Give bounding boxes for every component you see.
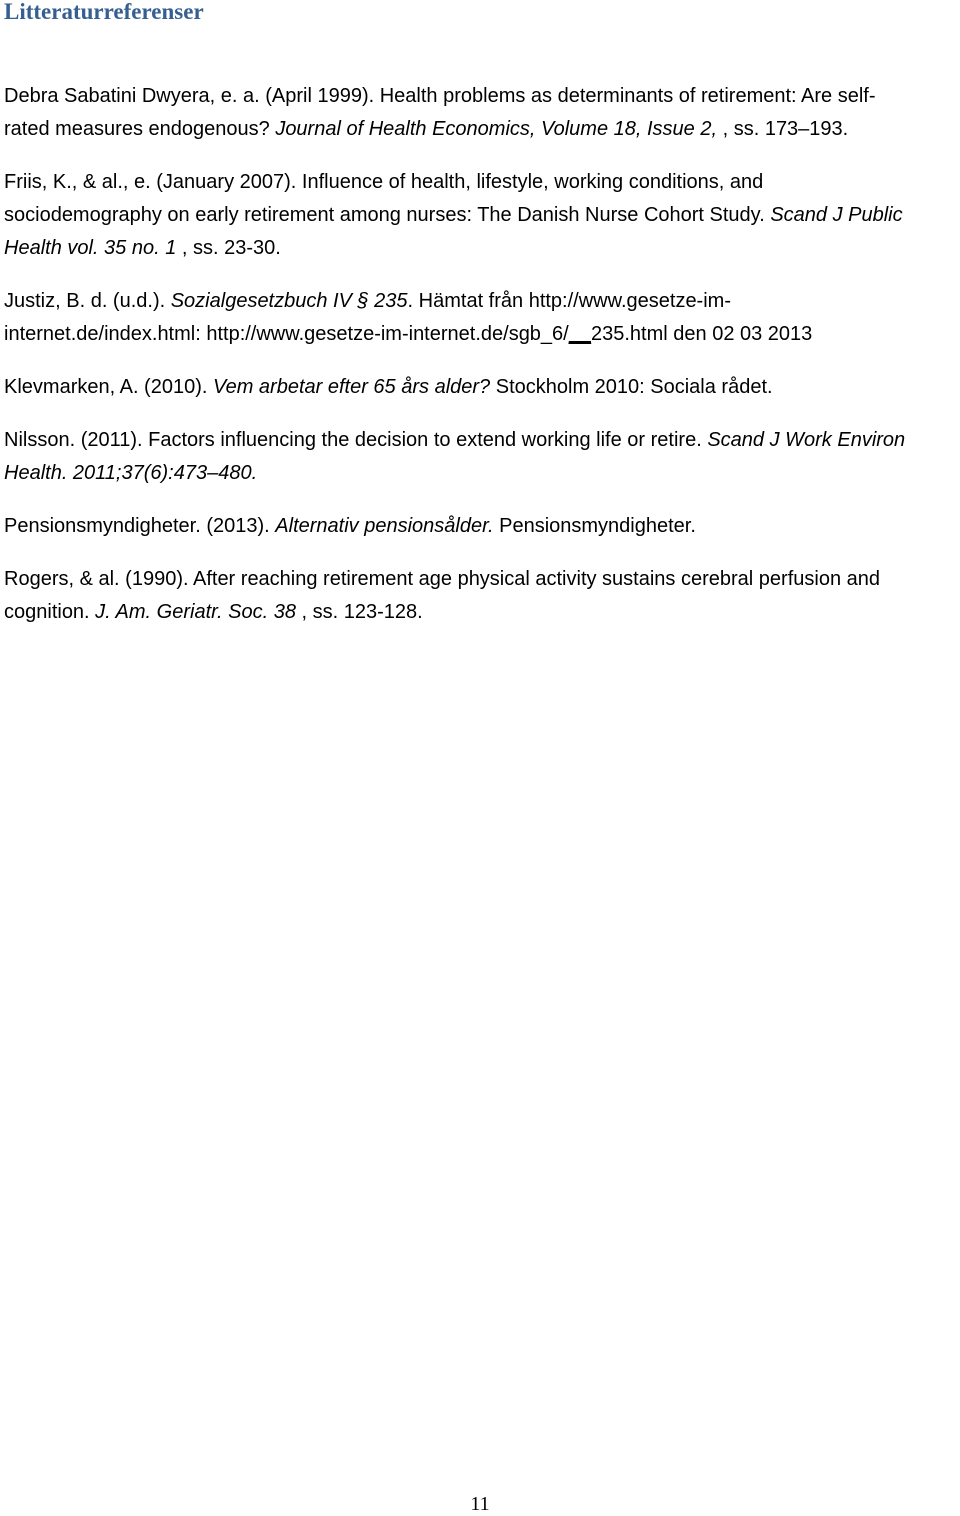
reference-line xyxy=(4,457,960,490)
reference-text-segment: Stockholm 2010: Sociala rådet. xyxy=(490,376,773,398)
reference-line xyxy=(4,318,960,351)
reference-italic-segment: J. Am. Geriatr. Soc. 38 xyxy=(95,601,296,623)
reference-entry xyxy=(4,285,960,351)
reference-entry xyxy=(4,510,960,543)
reference-line xyxy=(4,371,960,404)
reference-line xyxy=(4,113,960,146)
reference-text-segment: internet.de/index.html: http://www.gesetze-im-internet.de/sgb_6/ xyxy=(4,323,569,345)
reference-text-segment: , ss. 173–193. xyxy=(717,118,849,140)
reference-text-segment: Debra Sabatini Dwyera, e. a. (April 1999). Health problems as determinants of retirement: Are self- xyxy=(4,85,876,107)
reference-line xyxy=(4,285,960,318)
reference-italic-segment: Vem arbetar efter 65 års alder? xyxy=(212,376,491,398)
reference-text-segment: . Hämtat från http://www.gesetze-im- xyxy=(407,290,731,312)
reference-line xyxy=(4,199,960,232)
reference-line xyxy=(4,232,960,265)
reference-italic-segment: Sozialgesetzbuch IV § 235 xyxy=(170,290,408,312)
reference-italic-segment: Journal of Health Economics, Volume 18, Issue 2, xyxy=(275,118,718,140)
reference-text-segment: 235.html den 02 03 2013 xyxy=(591,323,813,345)
reference-line xyxy=(4,596,960,629)
reference-entry xyxy=(4,424,960,490)
reference-entry xyxy=(4,563,960,629)
reference-text-segment: Rogers, & al. (1990). After reaching retirement age physical activity sustains cerebral perfusion and xyxy=(4,568,880,590)
reference-line xyxy=(4,563,960,596)
reference-text-segment: , ss. 123-128. xyxy=(295,601,423,623)
reference-entry xyxy=(4,80,960,146)
reference-line xyxy=(4,424,960,457)
reference-italic-segment: Health. 2011;37(6):473–480. xyxy=(4,462,258,484)
reference-line xyxy=(4,510,960,543)
reference-italic-segment: Scand J Public xyxy=(770,204,903,226)
reference-text-segment: Justiz, B. d. (u.d.). xyxy=(4,290,171,312)
reference-text-segment: Klevmarken, A. (2010). xyxy=(4,376,213,398)
reference-italic-segment: Alternativ pensionsålder. xyxy=(275,515,494,537)
reference-underlined-segment: __ xyxy=(568,323,591,345)
reference-italic-segment: Health vol. 35 no. 1 xyxy=(4,237,177,259)
reference-line xyxy=(4,166,960,199)
page-heading: Litteraturreferenser xyxy=(4,0,204,24)
reference-entry xyxy=(4,371,960,404)
reference-text-segment: , ss. 23-30. xyxy=(176,237,281,259)
reference-text-segment: Pensionsmyndigheter. xyxy=(493,515,696,537)
reference-italic-segment: Scand J Work Environ xyxy=(707,429,906,451)
reference-list xyxy=(4,80,960,649)
reference-text-segment: Pensionsmyndigheter. (2013). xyxy=(4,515,276,537)
reference-entry xyxy=(4,166,960,265)
reference-text-segment: Friis, K., & al., e. (January 2007). Influence of health, lifestyle, working conditions, and xyxy=(4,171,764,193)
reference-line xyxy=(4,80,960,113)
page-number: 11 xyxy=(470,1493,490,1515)
reference-text-segment: sociodemography on early retirement among nurses: The Danish Nurse Cohort Study. xyxy=(4,204,771,226)
reference-text-segment: cognition. xyxy=(4,601,96,623)
reference-text-segment: rated measures endogenous? xyxy=(4,118,276,140)
reference-text-segment: Nilsson. (2011). Factors influencing the decision to extend working life or retire. xyxy=(4,429,708,451)
